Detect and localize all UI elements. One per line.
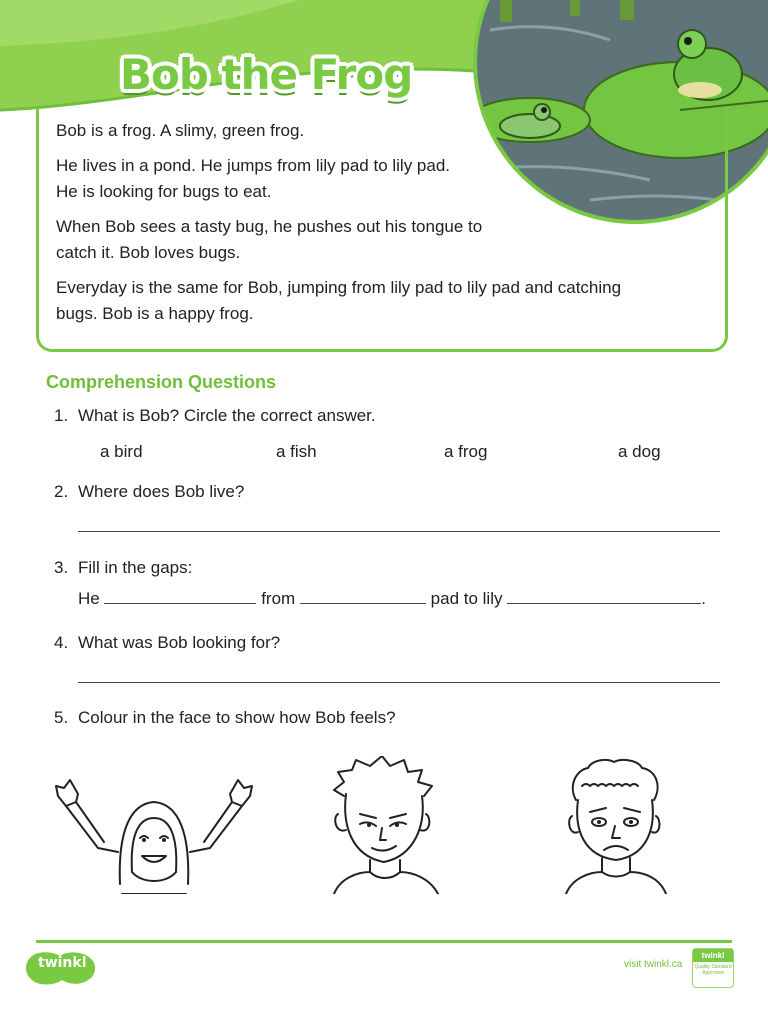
visit-link[interactable]: visit twinkl.ca <box>624 959 683 970</box>
sad-face-drawing[interactable] <box>562 756 670 894</box>
question-number: 5. <box>54 708 69 727</box>
question-number: 4. <box>54 633 69 652</box>
answer-option-fish[interactable]: a fish <box>276 442 317 461</box>
story-paragraph <box>56 153 696 205</box>
gap-word: from <box>261 589 296 608</box>
story-line: He lives in a pond. He jumps from lily pad to lily pad. <box>56 156 451 175</box>
question-text: What was Bob looking for? <box>78 633 281 652</box>
question-text: Colour in the face to show how Bob feels? <box>78 708 396 727</box>
story-line: Bob is a frog. A slimy, green frog. <box>56 121 305 140</box>
question-2 <box>54 482 244 502</box>
badge-text: Quality Standard Approved <box>694 964 732 976</box>
question-text: Where does Bob live? <box>78 482 245 501</box>
story-paragraph <box>56 275 696 327</box>
question-number: 2. <box>54 482 69 501</box>
footer-divider <box>36 940 732 943</box>
page-title: Bob the Frog <box>120 50 413 99</box>
story-paragraph <box>56 118 696 144</box>
question-text: What is Bob? Circle the correct answer. <box>78 406 376 425</box>
gap-blank-1[interactable] <box>104 589 256 604</box>
badge-brand: twinkl <box>693 949 733 962</box>
story-line: catch it. Bob loves bugs. <box>56 243 241 262</box>
question-5 <box>54 708 396 728</box>
question-4 <box>54 633 280 653</box>
story-line: Everyday is the same for Bob, jumping from lily pad to lily pad and catching <box>56 278 622 297</box>
fill-in-gaps-row <box>78 589 706 609</box>
gap-blank-2[interactable] <box>300 589 426 604</box>
twinkl-logo-text: twinkl <box>38 955 87 971</box>
question-number: 1. <box>54 406 69 425</box>
gap-word: pad to lily <box>430 589 503 608</box>
gap-word: He <box>78 589 100 608</box>
answer-option-frog[interactable]: a frog <box>444 442 488 461</box>
gap-word: . <box>701 589 706 608</box>
happy-face-drawing[interactable] <box>52 772 256 894</box>
story-line: bugs. Bob is a happy frog. <box>56 304 254 323</box>
gap-blank-3[interactable] <box>507 589 701 604</box>
answer-line-q4[interactable] <box>78 682 720 683</box>
uncertain-face-drawing[interactable] <box>330 756 442 894</box>
answer-line-q2[interactable] <box>78 531 720 532</box>
story-line: He is looking for bugs to eat. <box>56 182 272 201</box>
question-number: 3. <box>54 558 69 577</box>
story-text <box>56 118 696 336</box>
comprehension-heading: Comprehension Questions <box>46 372 277 392</box>
story-line: When Bob sees a tasty bug, he pushes out his tongue to <box>56 217 483 236</box>
question-1 <box>54 406 376 426</box>
question-3 <box>54 558 192 578</box>
answer-option-dog[interactable]: a dog <box>618 442 661 461</box>
question-text: Fill in the gaps: <box>78 558 193 577</box>
story-paragraph <box>56 214 696 266</box>
quality-badge <box>692 948 734 988</box>
answer-option-bird[interactable]: a bird <box>100 442 143 461</box>
